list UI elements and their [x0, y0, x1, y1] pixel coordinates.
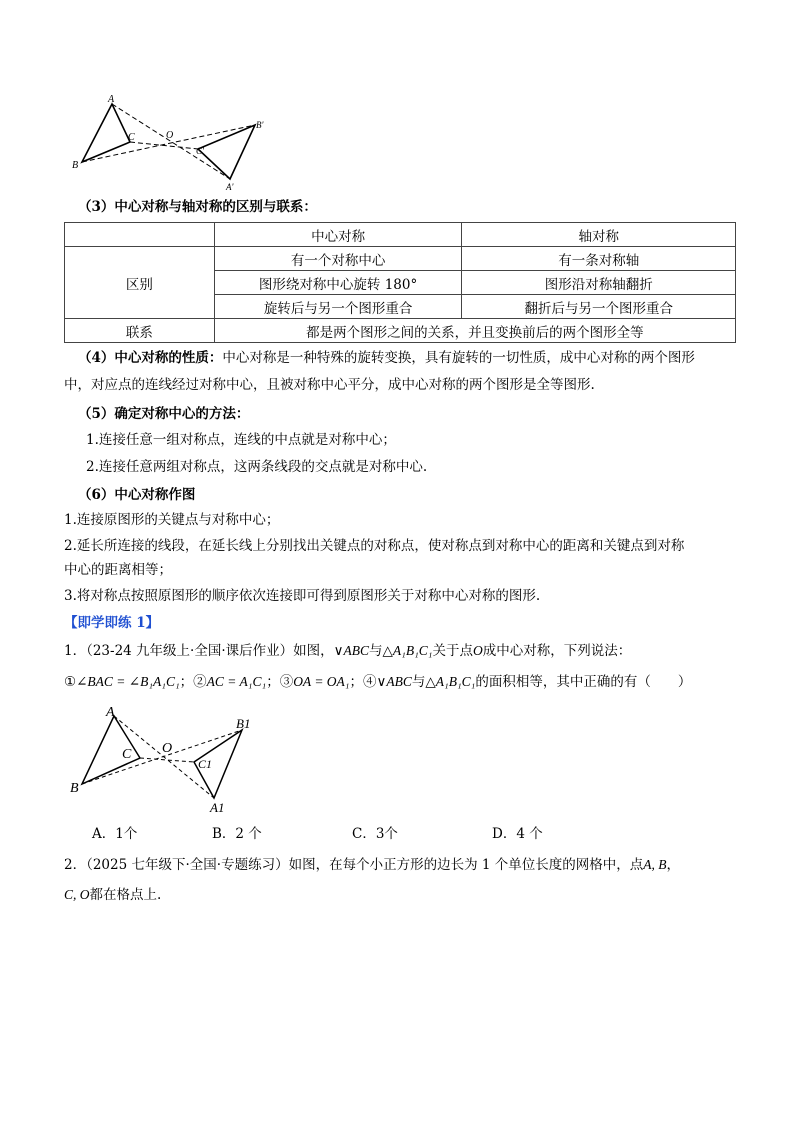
table-row — [65, 223, 736, 247]
table-cell: 翻折后与另一个图形重合 — [462, 295, 736, 319]
column-header-axial: 轴对称 — [462, 223, 736, 247]
label-a: A — [106, 705, 115, 720]
section-6-item-2-line-1: 2.延长所连接的线段，在延长线上分别找出关键点的对称点，使对称点到对称中心的距离和关键点到对称 — [64, 538, 685, 554]
statement-number: ① — [64, 674, 77, 690]
label-b: B — [70, 781, 79, 796]
label-o: O — [162, 741, 173, 756]
question-2-line-2 — [64, 886, 161, 904]
option-text: 1个 — [115, 826, 138, 842]
separator: ； — [349, 674, 363, 690]
question-number: 1． — [64, 643, 87, 659]
statement-3-expr: OA = OA₁ — [293, 674, 350, 689]
table-cell: 图形沿对称轴翻折 — [462, 271, 736, 295]
option-c[interactable] — [352, 825, 398, 843]
question-source: （2025 七年级下·全国·专题练习） — [86, 857, 289, 873]
segment-c-c1 — [140, 758, 194, 762]
question-1-stem — [64, 642, 631, 660]
points-a-b: A, B — [643, 857, 667, 872]
option-text: 4 个 — [516, 826, 543, 842]
label-c: C — [122, 747, 132, 762]
triangle-abc-expr: ∨ABC — [333, 643, 370, 658]
label-b-prime: B' — [256, 120, 264, 130]
option-a[interactable] — [92, 825, 137, 843]
section-6-item-2-line-2: 中心的距离相等； — [64, 562, 172, 578]
statement-4-tail: 的面积相等，其中正确的有（ ） — [475, 674, 692, 690]
section-4-text: 中心对称是一种特殊的旋转变换，具有旋转的一切性质，成中心对称的两个图形 — [222, 350, 695, 366]
statement-2-expr: AC = A₁C₁ — [206, 674, 267, 689]
label-c-prime: C' — [196, 146, 204, 156]
table-cell: 图形绕对称中心旋转 180° — [214, 271, 462, 295]
stem-text: 成中心对称，下列说法： — [482, 643, 632, 659]
section-6-item-1: 1.连接原图形的关键点与对称中心； — [64, 512, 280, 528]
option-b[interactable] — [212, 825, 262, 843]
figure-question-1 — [66, 702, 266, 814]
label-c1: C1 — [198, 757, 213, 771]
figure-central-symmetry-1 — [70, 92, 280, 192]
option-letter: C． — [352, 826, 376, 842]
segment-c-c-prime — [130, 142, 198, 149]
table-corner-cell — [65, 223, 215, 247]
question-1-statements — [64, 673, 691, 691]
label-a: A — [108, 94, 115, 105]
option-letter: B． — [212, 826, 236, 842]
separator: ， — [666, 857, 680, 873]
label-b: B — [72, 160, 79, 171]
table-cell: 有一条对称轴 — [462, 247, 736, 271]
separator: ； — [266, 674, 280, 690]
option-letter: A． — [92, 826, 116, 842]
option-text: 3个 — [375, 826, 398, 842]
question-number: 2． — [64, 857, 87, 873]
segment-b-b1 — [82, 730, 242, 784]
section-4-heading: （4）中心对称的性质： — [78, 350, 223, 366]
statement-4-tri2: △A₁B₁C₁ — [425, 674, 476, 689]
statement-4-tri1: ∨ABC — [376, 674, 412, 689]
question-source: （23-24 九年级上·全国·课后作业） — [86, 643, 294, 659]
label-b1: B1 — [236, 716, 251, 731]
option-d[interactable] — [492, 825, 543, 843]
section-5-heading: （5）确定对称中心的方法： — [78, 406, 250, 422]
label-a-prime: A' — [226, 182, 234, 192]
statement-number: ④ — [363, 674, 377, 690]
label-a1: A1 — [210, 800, 225, 814]
section-4-line-1 — [78, 349, 695, 367]
stem-text: 都在格点上. — [89, 887, 162, 903]
stem-text: 与 — [369, 643, 383, 659]
point-o: O — [473, 643, 483, 658]
section-5-item-2: 2.连接任意两组对称点，这两条线段的交点就是对称中心. — [86, 459, 428, 475]
label-c: C — [128, 132, 135, 143]
comparison-table — [64, 222, 736, 343]
column-header-central: 中心对称 — [214, 223, 462, 247]
statement-number: ③ — [279, 674, 294, 690]
stem-text: 如图， — [293, 643, 334, 659]
table-cell: 旋转后与另一个图形重合 — [214, 295, 462, 319]
stem-text: 关于点 — [432, 643, 473, 659]
statement-number: ② — [193, 674, 207, 690]
statement-1-expr: ∠BAC = ∠B₁A₁C₁ — [76, 674, 180, 689]
table-cell: 有一个对称中心 — [214, 247, 462, 271]
row-label-difference: 区别 — [65, 247, 215, 319]
question-2-line-1 — [64, 856, 680, 874]
section-6-item-3: 3.将对称点按照原图形的顺序依次连接即可得到原图形关于对称中心对称的图形. — [64, 588, 541, 604]
triangle-a1b1c1-expr: △A₁B₁C₁ — [382, 643, 433, 658]
table-row — [65, 247, 736, 271]
table-cell-connection: 都是两个图形之间的关系，并且变换前后的两个图形全等 — [214, 319, 735, 343]
stem-text: 如图，在每个小正方形的边长为 1 个单位长度的网格中，点 — [288, 857, 644, 873]
section-4-line-2: 中，对应点的连线经过对称中心，且被对称中心平分，成中心对称的两个图形是全等图形. — [64, 377, 595, 393]
section-3-heading: （3）中心对称与轴对称的区别与联系： — [78, 199, 317, 215]
statement-4-with: 与 — [411, 674, 426, 690]
option-letter: D． — [492, 826, 517, 842]
section-6-heading: （6）中心对称作图 — [78, 487, 196, 503]
triangle-abc-prime — [198, 125, 255, 179]
option-text: 2 个 — [235, 826, 262, 842]
row-label-connection: 联系 — [65, 319, 215, 343]
label-o: O — [166, 130, 174, 141]
table-row — [65, 319, 736, 343]
points-c-o: C, O — [64, 887, 90, 902]
practice-title: 【即学即练 1】 — [64, 615, 160, 631]
separator: ； — [179, 674, 194, 690]
section-5-item-1: 1.连接任意一组对称点，连线的中点就是对称中心； — [86, 432, 396, 448]
